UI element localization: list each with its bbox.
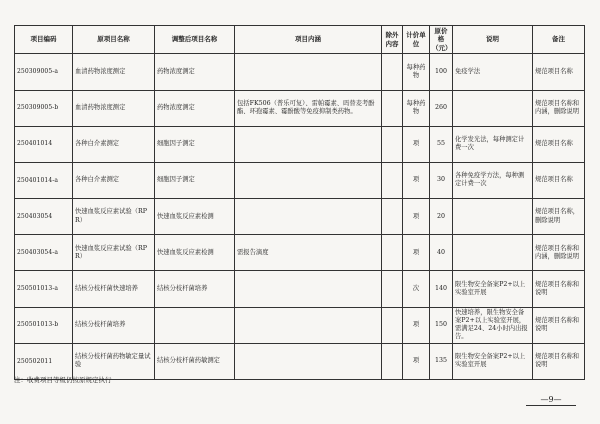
cell-col-code: 250403054-a xyxy=(15,235,73,271)
cell-col-original-name: 各种白介素测定 xyxy=(73,162,155,198)
cell-col-code: 250502011 xyxy=(15,343,73,379)
cell-col-unit: 项 xyxy=(403,126,430,162)
header-col-excluded: 除外内容 xyxy=(382,26,403,54)
cell-col-excluded xyxy=(382,162,403,198)
cell-col-price: 140 xyxy=(430,271,453,307)
table-body xyxy=(15,54,585,380)
table-row xyxy=(15,235,585,271)
cell-col-remarks: 规范项目名称和说明 xyxy=(533,307,585,343)
page-number-rule xyxy=(526,405,576,406)
table-row xyxy=(15,90,585,126)
cell-col-original-name: 血清药物浓度测定 xyxy=(73,54,155,90)
cell-col-excluded xyxy=(382,126,403,162)
cell-col-unit: 项 xyxy=(403,307,430,343)
cell-col-content xyxy=(235,307,382,343)
cell-col-unit: 项 xyxy=(403,162,430,198)
cell-col-price: 135 xyxy=(430,343,453,379)
cell-col-adjusted-name xyxy=(155,307,235,343)
table-header-row xyxy=(15,26,585,54)
cell-col-original-name: 快速血浆反应素试验（RPR） xyxy=(73,199,155,235)
cell-col-price: 40 xyxy=(430,235,453,271)
header-col-original-name: 原项目名称 xyxy=(73,26,155,54)
cell-col-adjusted-name: 快速血浆反应素检测 xyxy=(155,199,235,235)
table-row xyxy=(15,162,585,198)
cell-col-content xyxy=(235,126,382,162)
cell-col-adjusted-name: 药物浓度测定 xyxy=(155,54,235,90)
cell-col-remarks: 规范项目名称和说明 xyxy=(533,343,585,379)
cell-col-excluded xyxy=(382,271,403,307)
cell-col-unit: 项 xyxy=(403,235,430,271)
cell-col-explanation: 限生物安全备案P2+以上实验室开展 xyxy=(453,343,533,379)
cell-col-code: 250501013-b xyxy=(15,307,73,343)
cell-col-code: 250309005-b xyxy=(15,90,73,126)
cell-col-code: 250501013-a xyxy=(15,271,73,307)
cell-col-adjusted-name: 结核分枝杆菌培养 xyxy=(155,271,235,307)
cell-col-remarks: 规范项目名称和说明 xyxy=(533,271,585,307)
cell-col-adjusted-name: 药物浓度测定 xyxy=(155,90,235,126)
cell-col-adjusted-name: 结核分枝杆菌药敏测定 xyxy=(155,343,235,379)
table-row xyxy=(15,54,585,90)
header-col-code: 项目编码 xyxy=(15,26,73,54)
cell-col-explanation: 化学发光法，每种测定计费一次 xyxy=(453,126,533,162)
cell-col-remarks: 规范项目名称 xyxy=(533,162,585,198)
cell-col-adjusted-name: 细胞因子测定 xyxy=(155,126,235,162)
cell-col-explanation: 各种免疫学方法，每种测定计费一次 xyxy=(453,162,533,198)
header-col-unit: 计价单位 xyxy=(403,26,430,54)
cell-col-remarks: 规范项目名称 xyxy=(533,54,585,90)
cell-col-remarks: 规范项目名称和内涵，删除说明 xyxy=(533,90,585,126)
cell-col-content xyxy=(235,343,382,379)
cell-col-explanation: 免疫学法 xyxy=(453,54,533,90)
cell-col-price: 20 xyxy=(430,199,453,235)
cell-col-excluded xyxy=(382,235,403,271)
table-row xyxy=(15,271,585,307)
cell-col-explanation: 快速培养，限生物安全备案P2+以上实验室开展，需满足24、24小时内出报告。 xyxy=(453,307,533,343)
cell-col-original-name: 结核分枝杆菌培养 xyxy=(73,307,155,343)
cell-col-content xyxy=(235,162,382,198)
cell-col-remarks: 规范项目名称和内涵，删除说明 xyxy=(533,235,585,271)
cell-col-original-name: 血清药物浓度测定 xyxy=(73,90,155,126)
cell-col-code: 250401014 xyxy=(15,126,73,162)
cell-col-code: 250403054 xyxy=(15,199,73,235)
footnote: 注：收费项目等级仍按原规定执行 xyxy=(14,376,112,384)
cell-col-excluded xyxy=(382,54,403,90)
cell-col-unit: 项 xyxy=(403,199,430,235)
cell-col-price: 30 xyxy=(430,162,453,198)
header-col-adjusted-name: 调整后项目名称 xyxy=(155,26,235,54)
cell-col-unit: 次 xyxy=(403,271,430,307)
cell-col-original-name: 各种白介素测定 xyxy=(73,126,155,162)
header-col-remarks: 备注 xyxy=(533,26,585,54)
cell-col-price: 100 xyxy=(430,54,453,90)
cell-col-excluded xyxy=(382,199,403,235)
cell-col-code: 250309005-a xyxy=(15,54,73,90)
cell-col-price: 260 xyxy=(430,90,453,126)
cell-col-code: 250401014-a xyxy=(15,162,73,198)
fee-adjustment-table xyxy=(14,25,585,380)
table-row xyxy=(15,126,585,162)
cell-col-explanation xyxy=(453,199,533,235)
cell-col-excluded xyxy=(382,343,403,379)
cell-col-explanation xyxy=(453,235,533,271)
cell-col-adjusted-name: 快速血浆反应素检测 xyxy=(155,235,235,271)
header-col-explanation: 说明 xyxy=(453,26,533,54)
cell-col-remarks: 规范项目名称 xyxy=(533,126,585,162)
cell-col-original-name: 结核分枝杆菌药物敏定量试验 xyxy=(73,343,155,379)
header-col-price: 原价格（元） xyxy=(430,26,453,54)
cell-col-content: 包括FK506（普乐可复）、雷帕霉素、吗替麦考酚酯、环孢霉素、霉酚酸等免疫抑制类药物。 xyxy=(235,90,382,126)
cell-col-price: 55 xyxy=(430,126,453,162)
cell-col-original-name: 结核分枝杆菌快速培养 xyxy=(73,271,155,307)
cell-col-explanation: 限生物安全备案P2+以上实验室开展 xyxy=(453,271,533,307)
cell-col-remarks: 规范项目名称，删除说明 xyxy=(533,199,585,235)
cell-col-excluded xyxy=(382,90,403,126)
table-row xyxy=(15,307,585,343)
header-col-content: 项目内涵 xyxy=(235,26,382,54)
cell-col-price: 150 xyxy=(430,307,453,343)
cell-col-unit: 项 xyxy=(403,343,430,379)
cell-col-content xyxy=(235,271,382,307)
cell-col-content: 需报告滴度 xyxy=(235,235,382,271)
cell-col-original-name: 快速血浆反应素试验（RPR） xyxy=(73,235,155,271)
cell-col-excluded xyxy=(382,307,403,343)
cell-col-unit: 每种药物 xyxy=(403,90,430,126)
table-row xyxy=(15,199,585,235)
cell-col-unit: 每种药物 xyxy=(403,54,430,90)
cell-col-content xyxy=(235,54,382,90)
fee-table-page xyxy=(14,25,584,380)
cell-col-content xyxy=(235,199,382,235)
cell-col-adjusted-name: 细胞因子测定 xyxy=(155,162,235,198)
cell-col-explanation xyxy=(453,90,533,126)
page-number: —9— xyxy=(540,395,562,404)
